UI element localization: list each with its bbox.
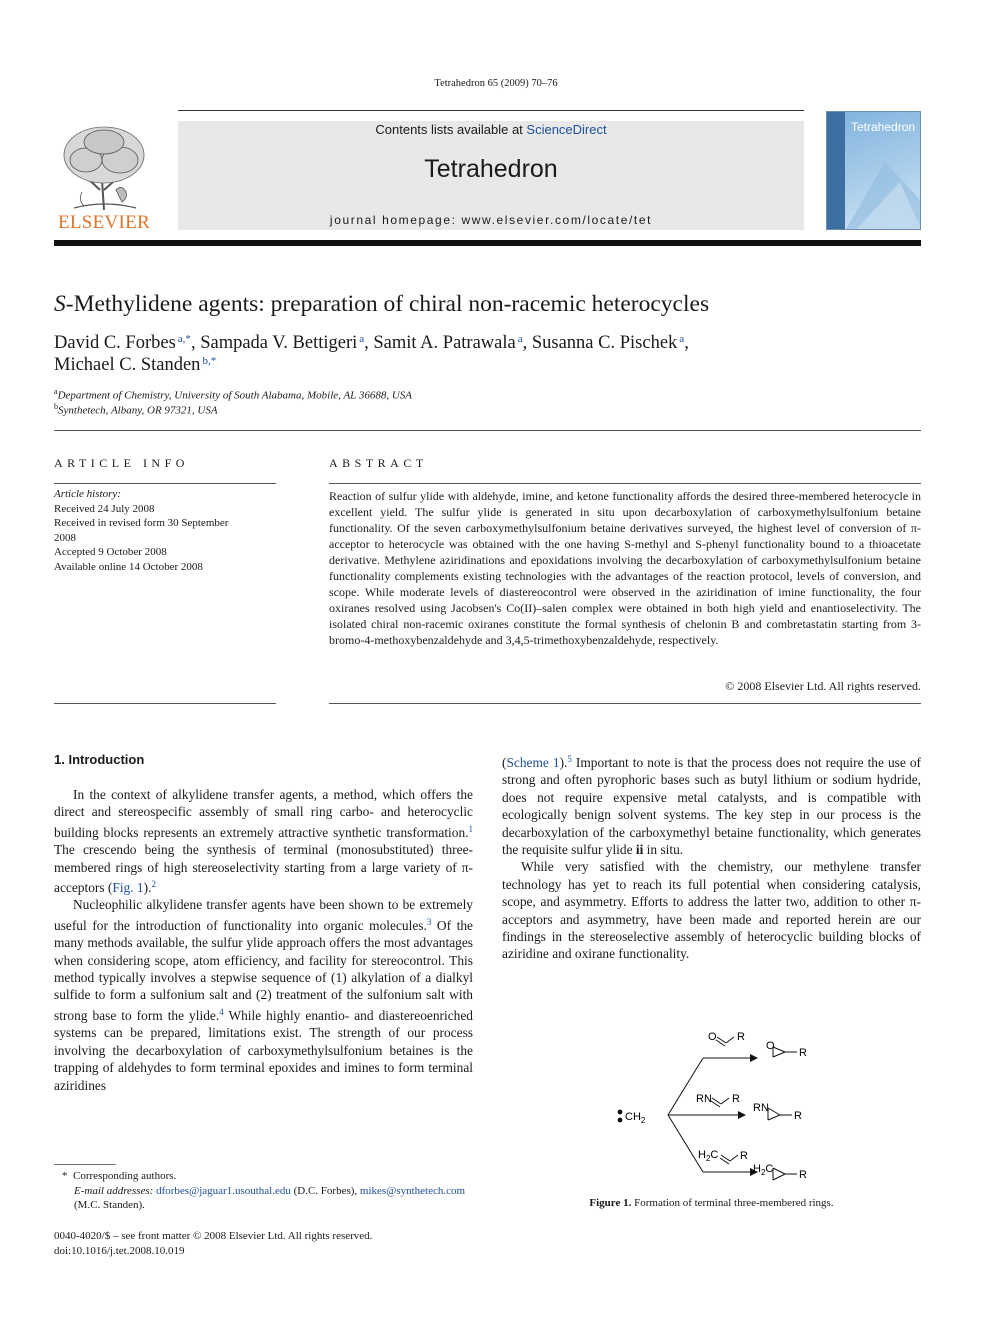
text-run: ).	[559, 755, 568, 770]
intro-paragraph-2-continued	[502, 751, 921, 858]
affiliation-mark: b	[54, 402, 58, 411]
authors-line-1	[54, 333, 689, 354]
body-right-column	[502, 751, 921, 963]
journal-title: Tetrahedron	[424, 155, 558, 183]
author-name: Susanna C. Pischek	[531, 333, 678, 353]
history-label: Article history:	[54, 488, 121, 500]
epoxide-r-label: R	[799, 1047, 807, 1059]
author-name: Sampada V. Bettigeri	[200, 333, 358, 353]
history-item: Received 24 July 2008	[54, 502, 155, 515]
cyclopropane-ring	[773, 1168, 797, 1180]
author-name: David C. Forbes	[54, 333, 176, 353]
email-line	[54, 1184, 473, 1213]
footnote-rule	[54, 1164, 116, 1165]
ylide-ch2-label: $CH_2$	[625, 1111, 646, 1125]
ylide-lone-pair-dot	[618, 1110, 623, 1115]
scheme-1-link[interactable]: Scheme 1	[506, 755, 560, 770]
text-run: In the context of alkylidene transfer agents, a method, which offers the direct and stereospecific assembly of small ring carbo- and heterocyclic building blocks represents an extremely attractive synthetic transformation.	[54, 787, 473, 840]
journal-masthead	[178, 121, 804, 230]
reference-link[interactable]: 5	[567, 754, 572, 764]
doi-line[interactable]: doi:10.1016/j.tet.2008.10.019	[54, 1244, 185, 1257]
history-item: Received in revised form 30 September	[54, 517, 229, 529]
figure-caption-label: Figure 1.	[589, 1197, 632, 1209]
copyright-line: © 2008 Elsevier Ltd. All rights reserved.	[725, 679, 921, 693]
history-item: Accepted 9 October 2008	[54, 546, 167, 558]
author-separator: ,	[190, 333, 201, 353]
compound-label: ii	[635, 842, 644, 858]
affiliation-b	[54, 402, 218, 417]
issn-line: 0040-4020/$ – see front matter © 2008 Elsevier Ltd. All rights reserved.	[54, 1230, 373, 1242]
epoxide-oxygen-label: O	[766, 1040, 775, 1052]
affiliation-text: Department of Chemistry, University of South Alabama, Mobile, AL 36688, USA	[57, 389, 412, 402]
article-title-rest: -Methylidene agents: preparation of chiral non-racemic heterocycles	[65, 291, 710, 317]
citation-line: Tetrahedron 65 (2009) 70–76	[434, 78, 558, 89]
text-run: Nucleophilic alkylidene transfer agents have been shown to be extremely useful for the introduction of functionality into organic molecules.	[54, 897, 473, 933]
corresponding-line	[54, 1169, 473, 1184]
cover-graphic	[845, 142, 921, 230]
aziridine-rn-label: RN	[753, 1102, 769, 1114]
author-affiliation-mark[interactable]: a,*	[177, 333, 191, 345]
authors-line-2	[54, 355, 216, 376]
article-title-italic: S	[54, 291, 66, 317]
figure-caption-text: Formation of terminal three-membered rings.	[631, 1197, 834, 1209]
article-info-heading: ARTICLE INFO	[54, 456, 189, 470]
reference-link[interactable]: 1	[468, 823, 473, 834]
epoxide-ring	[773, 1047, 797, 1057]
history-item: Available online 14 October 2008	[54, 560, 203, 573]
top-rule	[178, 110, 804, 111]
intro-paragraph-1	[54, 786, 473, 896]
aldehyde-oxygen-label: O	[708, 1031, 717, 1043]
author-affiliation-mark[interactable]: a	[359, 333, 365, 345]
author-separator: ,	[522, 333, 532, 353]
asterisk-icon: *	[62, 1170, 73, 1182]
author-affiliation-mark[interactable]: b,*	[202, 355, 217, 367]
aziridine-r-label: R	[794, 1110, 802, 1122]
author-affiliation-mark[interactable]: a	[679, 333, 685, 345]
authors-divider	[54, 430, 921, 431]
arrowhead-aziridine	[738, 1111, 746, 1119]
journal-cover-thumbnail	[826, 111, 921, 230]
text-run: Of the many methods available, the sulfur ylide approach offers the most advantages when considering scope, atom efficiency, and facility for stereocontrol. This method typically involves a stepwise sequence of (1) alkylation of a dialkyl sulfide to form a sulfonium salt and (2) treatment of the sulfonium salt with strong base to form the ylide.	[54, 917, 473, 1023]
abstract-heading: ABSTRACT	[329, 456, 428, 470]
email-label: E-mail addresses:	[74, 1184, 154, 1197]
article-info-rule	[54, 483, 276, 484]
cyclopropane-h2c-label: $H_2C$	[753, 1163, 774, 1177]
reference-link[interactable]: 2	[151, 879, 156, 890]
author-affiliation-mark[interactable]: a	[517, 333, 523, 345]
text-run: in situ.	[643, 842, 684, 858]
contents-prefix: Contents lists available at	[375, 122, 527, 137]
elsevier-wordmark: ELSEVIER	[57, 212, 151, 233]
history-item: 2008	[54, 531, 76, 544]
figure-1-scheme	[590, 1020, 830, 1190]
sciencedirect-link[interactable]: ScienceDirect	[526, 122, 607, 137]
introduction-heading: 1. Introduction	[54, 752, 145, 767]
figure-1-link[interactable]: Fig. 1	[112, 880, 144, 896]
header-thick-rule	[54, 240, 921, 246]
cover-title: Tetrahedron	[851, 120, 916, 134]
cover-strip	[827, 112, 845, 230]
figure-1-caption	[502, 1197, 921, 1209]
journal-homepage-link[interactable]: journal homepage: www.elsevier.com/locate/tet	[329, 213, 653, 227]
text-run: (	[502, 755, 507, 770]
email-owner: (M.C. Standen).	[74, 1199, 145, 1211]
text-run: ).	[143, 880, 152, 896]
affiliation-text: Synthetech, Albany, OR 97321, USA	[58, 404, 218, 417]
alkene-r-label: R	[740, 1150, 748, 1162]
abstract-text: Reaction of sulfur ylide with aldehyde, imine, and ketone functionality affords the desired three-membered heterocycle in excellent yield. The sulfur ylide is generated in situ upon decarboxylation of carboxymethylsulfonium betaine functionality. Of the seven carboxymethylsulfonium betaine derivatives surveyed, the highest level of conversion of π-acceptor to heterocycle was obtained with the one having S-methyl and S-phenyl functionality bound to a thioacetate derivative. Methylene aziridinations and epoxidations involving the decarboxylation of carboxymethylsulfonium betaine functionality complements existing technologies with the advantages of the reaction protocol, levels of conversion, and scope. While moderate levels of diastereocontrol were observed in the aziridination of imine functionality, the four oxiranes resolved using Jacobsen's Co(II)–salen complex were obtained in both high yield and enantioselectivity. The isolated chiral non-racemic oxiranes constitute the formal synthesis of chelonin B and combretastatin starting from 3-bromo-4-methoxybenzaldehyde and 3,4,5-trimethoxybenzaldehyde, respectively.	[329, 489, 921, 647]
affiliation-a	[54, 387, 412, 402]
imine-rn-label: RN	[696, 1093, 712, 1105]
email-link-forbes[interactable]: dforbes@jaguar1.usouthal.edu	[156, 1184, 291, 1197]
arrowhead-epoxide	[750, 1054, 758, 1062]
contents-line	[178, 121, 804, 137]
body-left-column	[54, 786, 473, 1094]
article-title	[54, 291, 709, 318]
text-run: Important to note is that the process does not require the use of strong and often pyrophoric bases such as butyl lithium or sodium hydride, does not require expensive metal catalysts, and is compatible with ecologically benign solvent systems. The key step in our process is the decarboxylation of the carboxymethyl betaine functionality, which generates the requisite sulfur ylide	[502, 755, 922, 858]
abstract-bottom-rule	[329, 703, 921, 704]
reference-link[interactable]: 4	[219, 1006, 224, 1017]
email-link-standen[interactable]: mikes@synthetech.com	[359, 1184, 466, 1197]
author-separator: ,	[684, 333, 689, 353]
author-name: Michael C. Standen	[54, 355, 201, 375]
front-matter	[54, 1229, 473, 1258]
text-run: The crescendo being the synthesis of terminal (monosubstituted) three-membered rings of high stereoselectivity starting from a large variety of π-acceptors (	[54, 842, 473, 896]
corresponding-text: Corresponding authors.	[73, 1170, 177, 1182]
article-info-bottom-rule	[54, 703, 276, 704]
cyclopropane-r-label: R	[799, 1169, 807, 1181]
article-history	[54, 487, 276, 574]
author-name: Samit A. Patrawala	[373, 333, 516, 353]
intro-paragraph-2	[54, 896, 473, 1093]
author-separator: ,	[364, 333, 374, 353]
aldehyde-bond	[716, 1037, 734, 1046]
abstract-rule	[329, 483, 921, 484]
alkene-h2c-label: $H_2C$	[698, 1149, 719, 1163]
aziridine-ring	[768, 1108, 792, 1120]
intro-paragraph-3: While very satisfied with the chemistry, our methylene transfer technology has yet to reach its full potential when considering catalysis, scope, and asymmetry. Efforts to address the latter two, addition to other π-acceptors and asymmetry, have been made and reported herein are our findings in the stereoselective assembly of heterocyclic building blocks of aziridine and oxirane functionality.	[502, 859, 921, 962]
corresponding-author-footnote	[54, 1169, 473, 1213]
imine-r-label: R	[732, 1093, 740, 1105]
imine-bond	[711, 1098, 729, 1107]
reference-link[interactable]: 3	[426, 916, 432, 927]
alkene-bond	[720, 1155, 738, 1164]
email-owner: (D.C. Forbes),	[290, 1184, 360, 1197]
aldehyde-r-label: R	[737, 1031, 745, 1043]
text-run: While highly enantio- and diastereoenriched systems can be prepared, limitations exist. The strength of our process involving the decarboxylation of carboxymethylsulfonium betaines is the trapping of aldehydes to form terminal epoxides and imines to form terminal aziridines	[54, 1007, 474, 1093]
affiliation-mark: a	[54, 387, 58, 396]
ylide-lone-pair-dot	[618, 1118, 623, 1123]
